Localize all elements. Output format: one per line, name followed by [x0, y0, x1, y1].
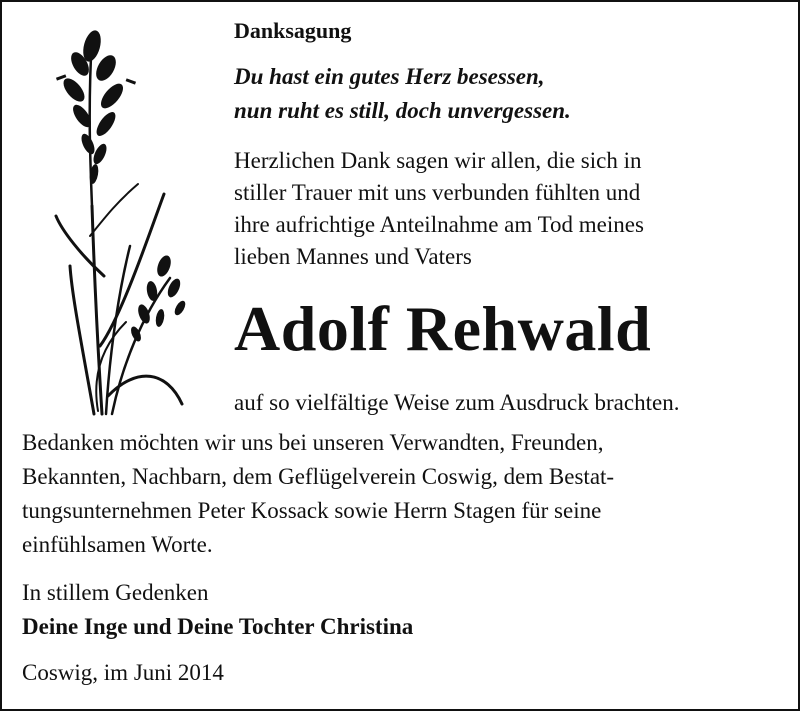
intro-line: Herzlichen Dank sagen wir allen, die sich in [234, 148, 642, 173]
verse-line: Du hast ein gutes Herz besessen, [234, 64, 545, 89]
place-date: Coswig, im Juni 2014 [22, 660, 224, 685]
thanks-line: tungsunternehmen Peter Kossack sowie Herrn Stagen für seine [22, 498, 602, 523]
notice-heading: Danksagung [234, 18, 352, 43]
grass-stalk-icon [42, 16, 202, 416]
intro-line: lieben Mannes und Vaters [234, 244, 472, 269]
intro-line: ihre aufrichtige Anteilnahme am Tod meines [234, 212, 644, 237]
thanks-line: einfühlsamen Worte. [22, 532, 213, 557]
intro-line: stiller Trauer mit uns verbunden fühlten und [234, 180, 641, 205]
verse-line: nun ruht es still, doch unvergessen. [234, 98, 571, 123]
signature: Deine Inge und Deine Tochter Christina [22, 614, 414, 639]
deceased-name: Adolf Rehwald [234, 293, 652, 364]
in-memory-line: In stillem Gedenken [22, 580, 209, 605]
thanks-line: Bekannten, Nachbarn, dem Geflügelverein Coswig, dem Bestat- [22, 464, 615, 489]
thanks-line: Bedanken möchten wir uns bei unseren Verwandten, Freunden, [22, 430, 604, 455]
after-name-line: auf so vielfältige Weise zum Ausdruck brachten. [234, 390, 680, 415]
